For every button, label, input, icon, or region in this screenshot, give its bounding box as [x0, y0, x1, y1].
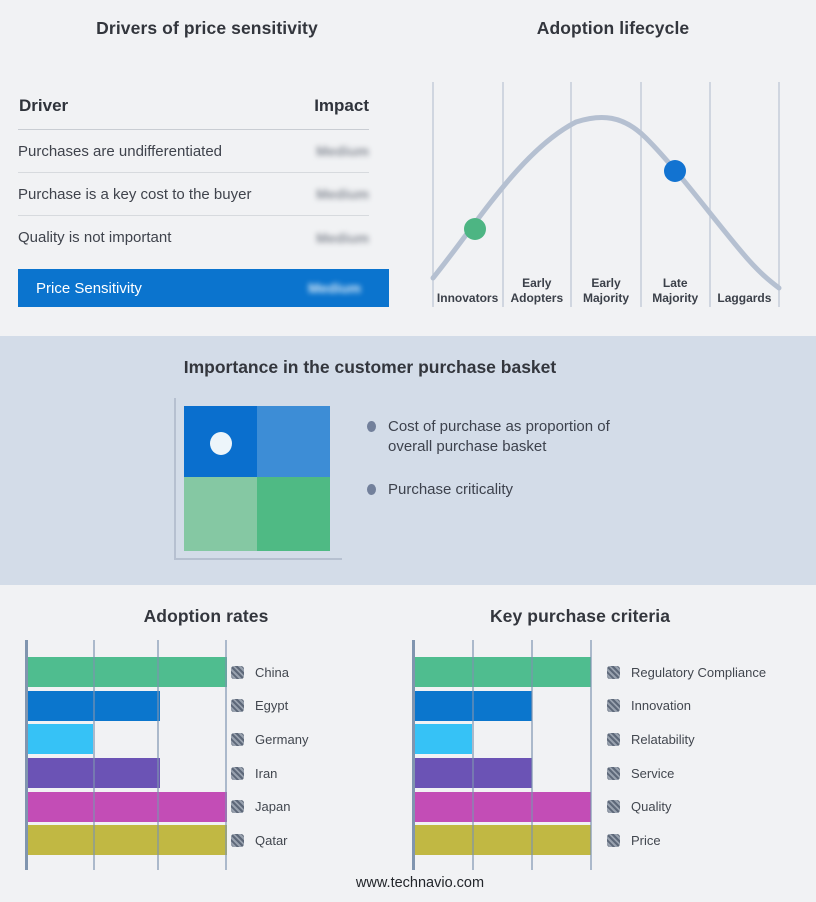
adoption-rates-plot	[25, 640, 230, 870]
bar-quality	[414, 792, 591, 822]
legend-item	[231, 691, 308, 721]
legend-swatch-hatched-icon	[231, 834, 244, 847]
legend-label: Qatar	[255, 832, 288, 848]
purchase-basket-band	[0, 336, 816, 585]
table-row	[18, 173, 369, 216]
stage-label: Late Majority	[652, 276, 699, 305]
drivers-table-header	[18, 92, 369, 130]
bullet-icon	[367, 421, 376, 432]
bar-group	[27, 657, 227, 859]
bar-germany	[27, 724, 94, 754]
purchase-criteria-legend	[607, 657, 766, 859]
innovators-marker-dot	[464, 218, 486, 240]
legend-swatch-hatched-icon	[231, 800, 244, 813]
legend-swatch-hatched-icon	[607, 800, 620, 813]
purchase-criteria-title: Key purchase criteria	[489, 606, 671, 626]
list-item	[367, 480, 641, 500]
basket-title: Importance in the customer purchase basket	[183, 357, 557, 377]
legend-label: Regulatory Compliance	[631, 664, 767, 680]
legend-swatch-hatched-icon	[231, 733, 244, 746]
y-axis-line	[25, 640, 28, 870]
legend-item	[231, 825, 308, 855]
col-impact: Impact	[314, 96, 369, 115]
gridline	[472, 640, 474, 870]
stage-label: Innovators	[436, 291, 499, 305]
purchase-criteria-plot	[412, 640, 594, 870]
lifecycle-title: Adoption lifecycle	[536, 18, 690, 38]
drivers-title: Drivers of price sensitivity	[96, 18, 318, 38]
price-sensitivity-label: Price Sensitivity	[36, 279, 142, 297]
y-axis-line	[412, 640, 415, 870]
bar-price	[414, 825, 591, 855]
legend-item	[607, 724, 766, 754]
basket-bullet-list	[367, 417, 641, 499]
legend-item	[607, 792, 766, 822]
gridline	[225, 640, 227, 870]
legend-item	[231, 657, 308, 687]
gridline	[157, 640, 159, 870]
bar-group	[414, 657, 591, 859]
bullet-text: Cost of purchase as proportion of overall purchase basket	[388, 418, 610, 455]
quadrant-y-axis	[174, 398, 176, 560]
stage-label: Early Majority	[583, 276, 630, 305]
legend-swatch-hatched-icon	[231, 699, 244, 712]
adoption-rates-legend	[231, 657, 308, 859]
legend-label: Japan	[255, 799, 291, 815]
bar-regulatory-compliance	[414, 657, 591, 687]
price-sensitivity-highlight-bar	[18, 269, 389, 307]
legend-swatch-hatched-icon	[231, 666, 244, 679]
legend-swatch-hatched-icon	[607, 834, 620, 847]
legend-item	[231, 724, 308, 754]
legend-swatch-hatched-icon	[231, 767, 244, 780]
impact-value-blurred: Medium	[316, 143, 369, 159]
legend-swatch-hatched-icon	[607, 666, 620, 679]
impact-value-blurred: Medium	[308, 280, 361, 296]
quadrant-top-right	[257, 406, 330, 477]
legend-item	[607, 657, 766, 687]
driver-label: Purchase is a key cost to the buyer	[18, 185, 252, 203]
bullet-text: Purchase criticality	[388, 480, 514, 498]
quadrant-bottom-left	[184, 477, 257, 551]
bullet-icon	[367, 484, 376, 495]
legend-label: Service	[631, 765, 675, 781]
legend-label: Germany	[255, 731, 309, 747]
legend-item	[607, 691, 766, 721]
legend-item	[607, 825, 766, 855]
legend-label: Relatability	[631, 731, 695, 747]
legend-label: Price	[631, 832, 661, 848]
gridline	[93, 640, 95, 870]
legend-swatch-hatched-icon	[607, 699, 620, 712]
legend-swatch-hatched-icon	[607, 767, 620, 780]
late-majority-marker-dot	[664, 160, 686, 182]
stage-label: Early Adopters	[510, 276, 564, 305]
gridline	[590, 640, 592, 870]
stage-label: Laggards	[717, 291, 772, 305]
bar-japan	[27, 792, 227, 822]
legend-label: Quality	[631, 799, 672, 815]
table-row	[18, 130, 369, 173]
drivers-table	[18, 92, 369, 259]
lifecycle-stage-labels	[433, 268, 779, 306]
table-row	[18, 216, 369, 259]
impact-value-blurred: Medium	[316, 186, 369, 202]
legend-label: Egypt	[255, 698, 289, 714]
quadrant-x-axis	[174, 558, 342, 560]
gridline	[531, 640, 533, 870]
legend-label: Iran	[255, 765, 278, 781]
impact-value-blurred: Medium	[316, 229, 369, 246]
legend-item	[607, 758, 766, 788]
col-driver: Driver	[19, 96, 69, 115]
list-item	[367, 417, 641, 457]
driver-label: Quality is not important	[18, 229, 172, 246]
legend-label: China	[255, 664, 289, 680]
legend-label: Innovation	[631, 698, 691, 714]
legend-swatch-hatched-icon	[607, 733, 620, 746]
quadrant-position-marker	[210, 432, 232, 455]
legend-item	[231, 758, 308, 788]
driver-label: Purchases are undifferentiated	[18, 142, 223, 160]
bar-china	[27, 657, 227, 687]
adoption-rates-title: Adoption rates	[143, 606, 269, 626]
bar-qatar	[27, 825, 227, 855]
quadrant-bottom-right	[257, 477, 330, 551]
legend-item	[231, 792, 308, 822]
bar-relatability	[414, 724, 473, 754]
bell-curve	[433, 117, 779, 288]
technavio-url[interactable]: www.technavio.com	[355, 875, 485, 891]
